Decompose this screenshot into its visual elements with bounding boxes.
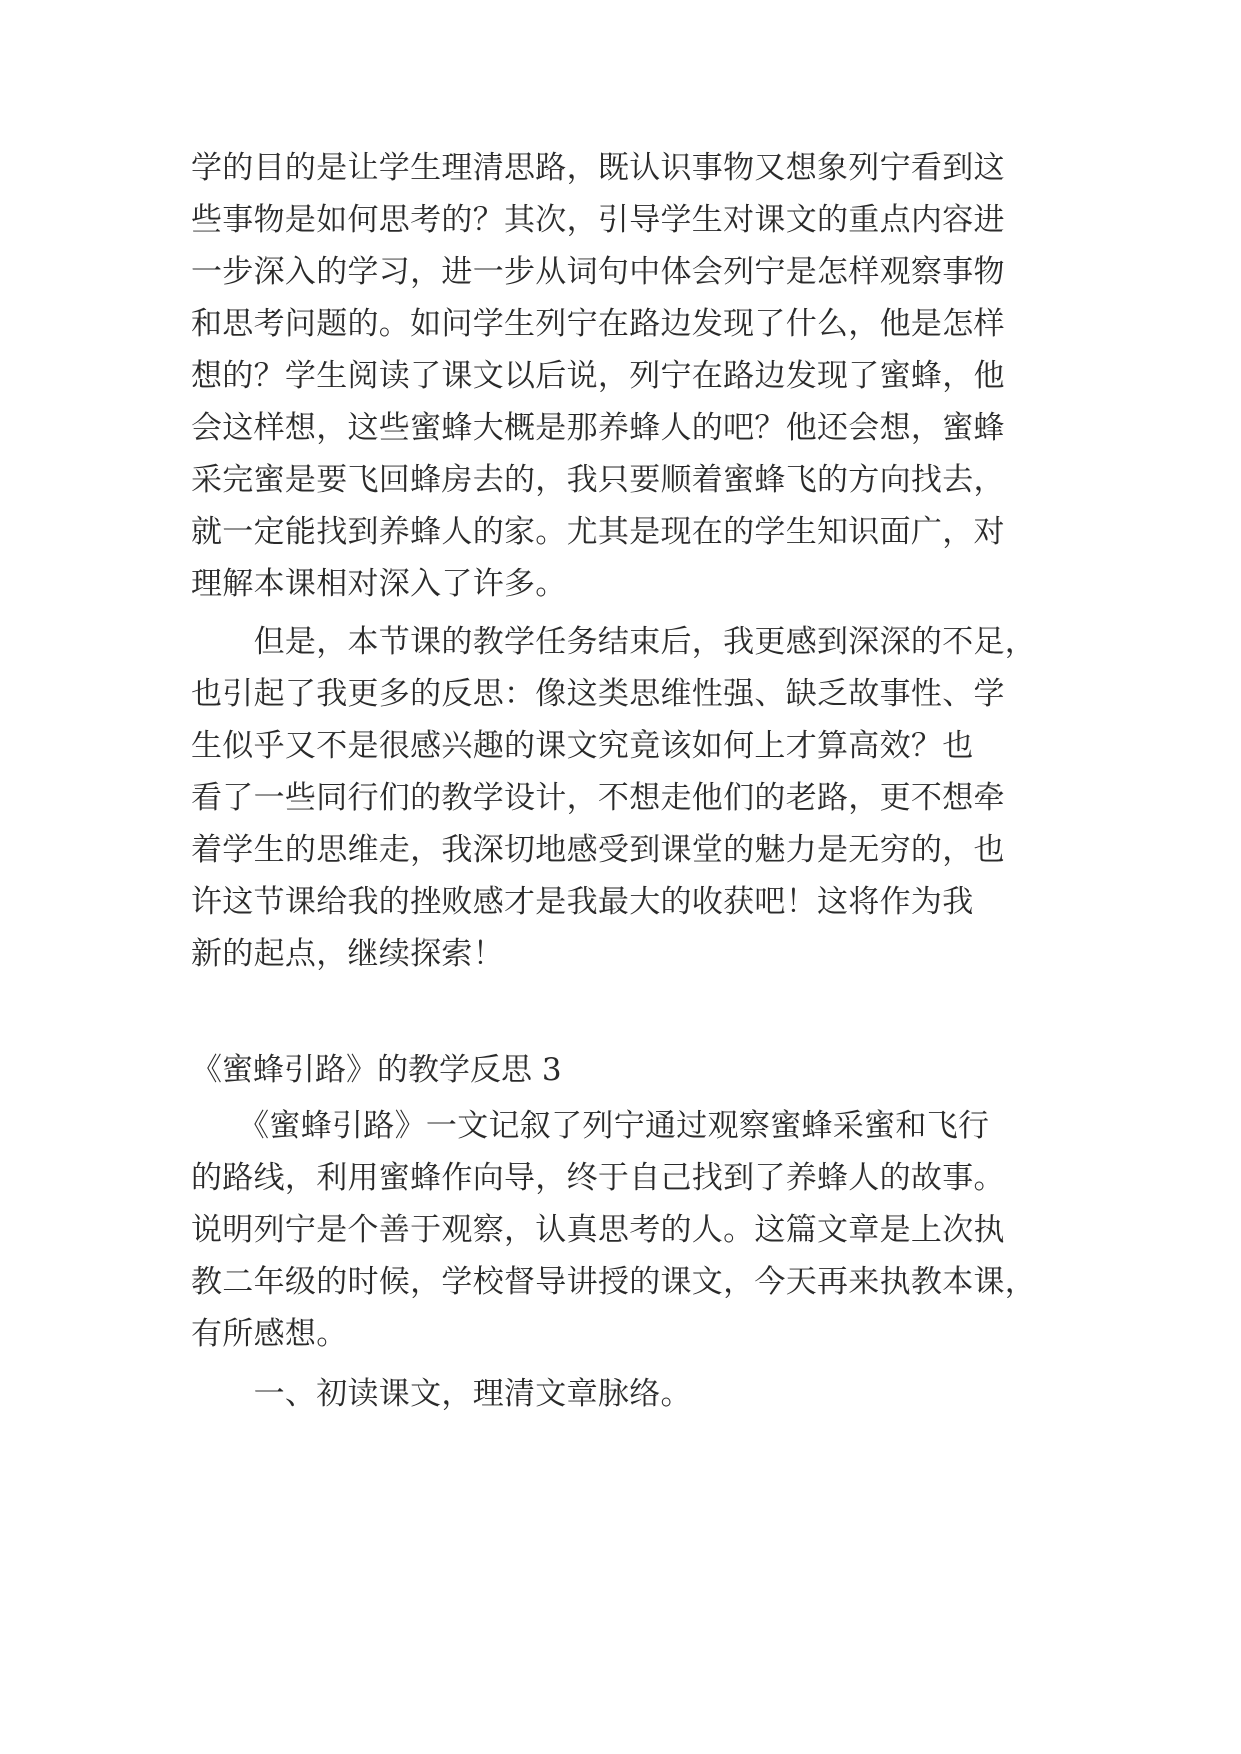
text-line: 理解本课相对深入了许多。 <box>191 566 567 602</box>
text-line: 看了一些同行们的教学设计，不想走他们的老路，更不想牵 <box>191 780 1005 816</box>
text-line: 说明列宁是个善于观察，认真思考的人。这篇文章是上次执 <box>191 1212 1005 1248</box>
text-line: 教二年级的时候，学校督导讲授的课文，今天再来执教本课， <box>191 1264 1037 1300</box>
text-line: 一步深入的学习，进一步从词句中体会列宁是怎样观察事物 <box>191 254 1005 290</box>
text-line: 采完蜜是要飞回蜂房去的，我只要顺着蜜蜂飞的方向找去， <box>191 462 1005 498</box>
section-title: 《蜜蜂引路》的教学反思 3 <box>191 1052 562 1088</box>
text-line: 也引起了我更多的反思：像这类思维性强、缺乏故事性、学 <box>191 676 1005 712</box>
text-line: 和思考问题的。如问学生列宁在路边发现了什么，他是怎样 <box>191 306 1005 342</box>
text-line: 些事物是如何思考的？其次，引导学生对课文的重点内容进 <box>191 202 1005 238</box>
text-line: 会这样想，这些蜜蜂大概是那养蜂人的吧？他还会想，蜜蜂 <box>191 410 1005 446</box>
text-line: 有所感想。 <box>191 1316 348 1352</box>
text-line: 的路线，利用蜜蜂作向导，终于自己找到了养蜂人的故事。 <box>191 1160 1005 1196</box>
text-line: 着学生的思维走，我深切地感受到课堂的魅力是无穷的，也 <box>191 832 1005 868</box>
text-line: 生似乎又不是很感兴趣的课文究竟该如何上才算高效？也 <box>191 728 974 764</box>
text-line: 一、初读课文，理清文章脉络。 <box>191 1376 692 1412</box>
text-line: 《蜜蜂引路》一文记叙了列宁通过观察蜜蜂采蜜和飞行 <box>191 1108 990 1144</box>
text-line: 许这节课给我的挫败感才是我最大的收获吧！这将作为我 <box>191 884 974 920</box>
text-line: 想的？学生阅读了课文以后说，列宁在路边发现了蜜蜂，他 <box>191 358 1005 394</box>
text-line: 但是，本节课的教学任务结束后，我更感到深深的不足， <box>191 624 1037 660</box>
text-line: 学的目的是让学生理清思路，既认识事物又想象列宁看到这 <box>191 150 1005 186</box>
text-line: 就一定能找到养蜂人的家。尤其是现在的学生知识面广，对 <box>191 514 1005 550</box>
text-line: 新的起点，继续探索！ <box>191 936 504 972</box>
